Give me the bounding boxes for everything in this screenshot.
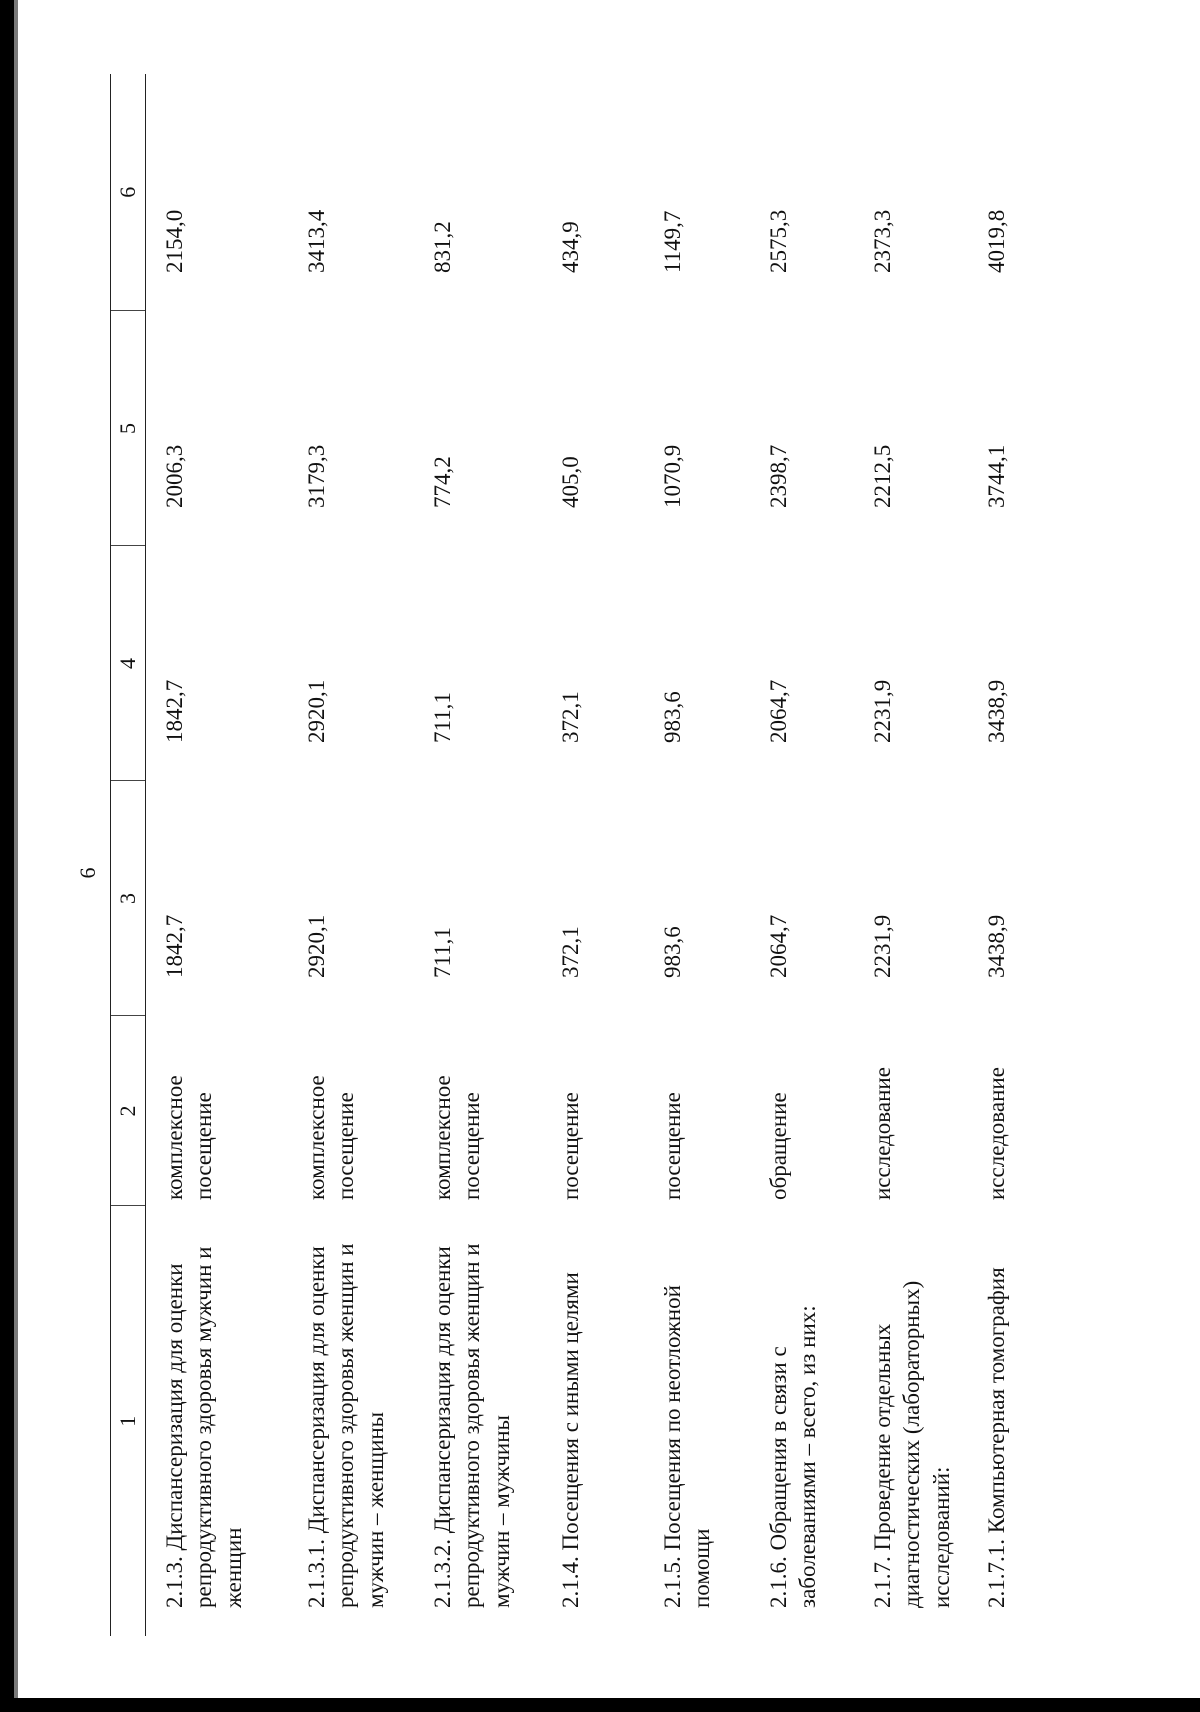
row-value-col4: 711,1 <box>430 692 455 743</box>
column-header: 6 <box>111 74 146 311</box>
row-value-col5: 774,2 <box>430 456 455 508</box>
row-name: 2.1.7. Проведение отдельных диагностических (лабораторных) исследований: <box>870 1280 954 1608</box>
scan-edge-left <box>0 0 14 1712</box>
row-value-col4: 2231,9 <box>870 679 895 743</box>
row-value-col3: 2920,1 <box>304 914 329 978</box>
row-unit: обращение <box>766 1092 791 1200</box>
row-value-col6: 2373,3 <box>870 209 895 273</box>
row-value-col6: 1149,7 <box>660 210 685 273</box>
row-value-col4: 983,6 <box>660 691 685 743</box>
table-row <box>968 74 1074 1636</box>
row-value-col4: 2920,1 <box>304 679 329 743</box>
row-value-col5: 405,0 <box>558 456 583 508</box>
row-value-col3: 711,1 <box>430 927 455 978</box>
header-row <box>111 74 146 1636</box>
row-name: 2.1.5. Посещения по неотложной помощи <box>660 1285 715 1608</box>
column-header: 5 <box>111 311 146 546</box>
row-name: 2.1.6. Обращения в связи с заболеваниями – всего, из них: <box>766 1305 821 1608</box>
table-row <box>750 74 854 1636</box>
row-unit: комплексное посещение <box>304 1075 359 1200</box>
row-value-col4: 1842,7 <box>162 679 187 743</box>
table-row <box>644 74 750 1636</box>
row-name: 2.1.3.1. Диспансеризация для оценки репродуктивного здоровья женщин и мужчин – женщины <box>304 1243 388 1608</box>
row-value-col3: 3438,9 <box>984 914 1010 978</box>
rotated-page <box>110 74 1010 1636</box>
column-header: 4 <box>111 546 146 781</box>
row-value-col3: 983,6 <box>660 926 685 978</box>
row-value-col5: 3179,3 <box>304 444 329 508</box>
table-row <box>854 74 968 1636</box>
row-name: 2.1.3. Диспансеризация для оценки репродуктивного здоровья мужчин и женщин <box>162 1246 246 1608</box>
column-header: 1 <box>111 1206 146 1636</box>
row-value-col3: 2064,7 <box>766 914 791 978</box>
row-value-col3: 1842,7 <box>162 914 187 978</box>
row-value-col3: 372,1 <box>558 926 583 978</box>
table-row <box>542 74 644 1636</box>
row-value-col6: 434,9 <box>558 221 583 273</box>
row-unit: исследование <box>984 1067 1010 1200</box>
row-value-col4: 2064,7 <box>766 679 791 743</box>
row-unit: посещение <box>660 1092 685 1200</box>
table-row <box>414 74 542 1636</box>
row-value-col4: 3438,9 <box>984 679 1010 743</box>
row-value-col5: 2398,7 <box>766 444 791 508</box>
column-header: 2 <box>111 1016 146 1206</box>
row-value-col5: 1070,9 <box>660 444 685 508</box>
column-header: 3 <box>111 781 146 1016</box>
row-value-col5: 2006,3 <box>162 444 187 508</box>
row-value-col5: 3744,1 <box>984 444 1010 508</box>
row-value-col6: 4019,8 <box>984 209 1010 273</box>
row-value-col3: 2231,9 <box>870 914 895 978</box>
page-number: 6 <box>75 867 100 879</box>
table-row <box>146 74 289 1636</box>
scan-edge-shadow <box>14 0 18 1712</box>
row-unit: комплексное посещение <box>430 1075 485 1200</box>
tariff-table <box>110 74 1074 1636</box>
row-value-col6: 2575,3 <box>766 209 791 273</box>
row-value-col5: 2212,5 <box>870 444 895 508</box>
table-row <box>288 74 414 1636</box>
row-unit: исследование <box>870 1067 895 1200</box>
row-unit: комплексное посещение <box>162 1075 217 1200</box>
row-name: 2.1.7.1. Компьютерная томография <box>984 1267 1010 1608</box>
scan-edge-bottom <box>0 1698 1200 1712</box>
row-value-col6: 3413,4 <box>304 209 329 273</box>
row-value-col4: 372,1 <box>558 691 583 743</box>
row-unit: посещение <box>558 1092 583 1200</box>
row-value-col6: 2154,0 <box>162 209 187 273</box>
row-name: 2.1.4. Посещения с иными целями <box>558 1272 583 1608</box>
row-value-col6: 831,2 <box>430 221 455 273</box>
row-name: 2.1.3.2. Диспансеризация для оценки репродуктивного здоровья женщин и мужчин – мужчины <box>430 1243 514 1608</box>
